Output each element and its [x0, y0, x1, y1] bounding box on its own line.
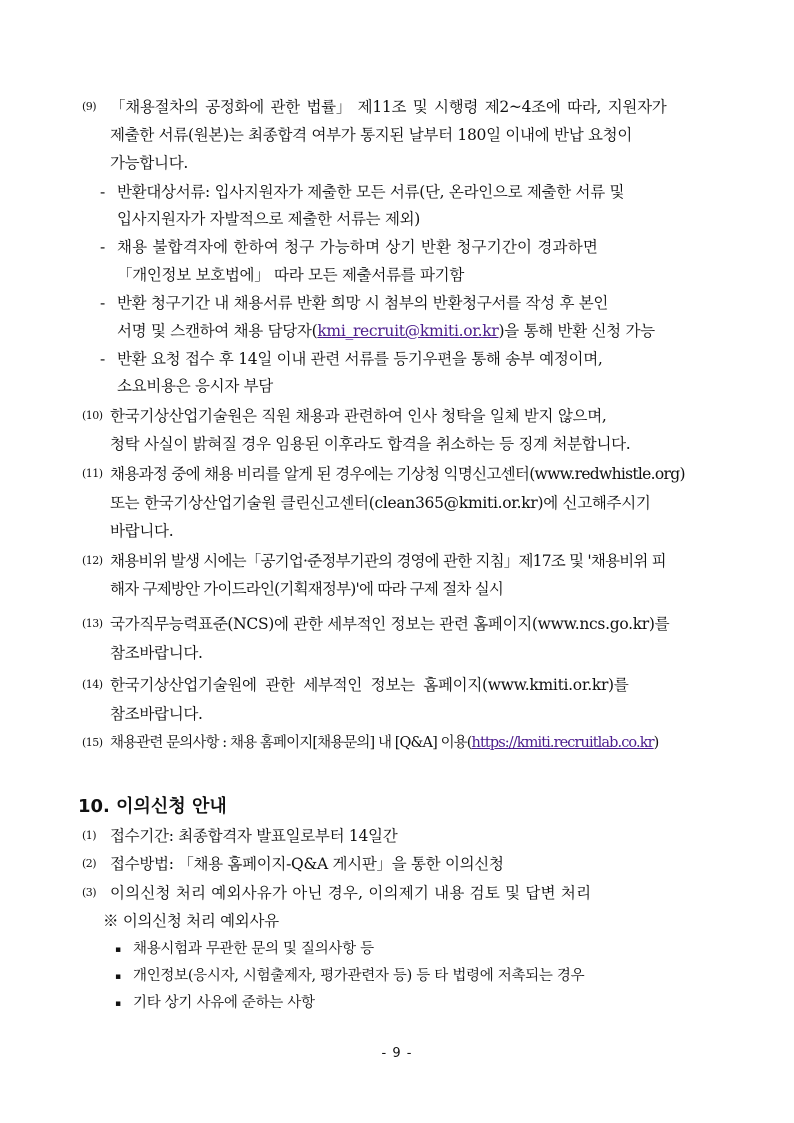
sub-text: 반환대상서류: 입사지원자가 제출한 모든 서류(단, 온라인으로 제출한 서류 및: [117, 183, 625, 201]
dash: -: [100, 350, 105, 368]
item-text: 참조바랍니다.: [110, 705, 203, 723]
item-text: 채용과정 중에 채용 비리를 알게 된 경우에는 기상청 익명신고센터(www.redwhistle.org): [110, 465, 685, 483]
item-text: 한국기상산업기술원에 관한 세부적인 정보는 홈페이지(www.kmiti.or.kr)를: [110, 676, 629, 694]
bullet-icon: ▪: [115, 972, 122, 982]
sub-text: 반환 청구기간 내 채용서류 반환 희망 시 첨부의 반환청구서를 작성 후 본인: [117, 294, 609, 312]
page-number: - 9 -: [381, 1046, 413, 1061]
dash: -: [100, 294, 105, 312]
item-number: (13): [82, 617, 103, 630]
sub-text: 「개인정보 보호법에」 따라 모든 제출서류를 파기함: [117, 266, 464, 284]
item-number: (15): [82, 736, 103, 749]
item-number: (14): [82, 678, 103, 691]
sub-text: 입사지원자가 자발적으로 제출한 서류는 제외): [117, 210, 421, 228]
section-heading: 10. 이의신청 안내: [78, 796, 227, 817]
item-text: 「채용절차의 공정화에 관한 법률」 제11조 및 시행령 제2~4조에 따라, 지원자가: [110, 98, 667, 116]
item-text: 또는 한국기상산업기술원 클린신고센터(clean365@kmiti.or.kr)에 신고해주시기: [110, 494, 651, 512]
bullet-icon: ▪: [115, 945, 122, 955]
bullet-text: 개인정보(응시자, 시험출제자, 평가관련자 등) 등 타 법령에 저촉되는 경우: [133, 968, 585, 984]
item-text: 접수기간: 최종합격자 발표일로부터 14일간: [110, 827, 398, 845]
item-text: 국가직무능력표준(NCS)에 관한 세부적인 정보는 관련 홈페이지(www.ncs.go.kr)를: [110, 615, 670, 633]
item-number: (11): [82, 467, 103, 480]
item-text: 이의신청 처리 예외사유가 아닌 경우, 이의제기 내용 검토 및 답변 처리: [110, 884, 592, 902]
sub-text: 채용 불합격자에 한하여 청구 가능하며 상기 반환 청구기간이 경과하면: [117, 238, 599, 256]
item-number: (9): [82, 100, 97, 113]
bullet-icon: ▪: [115, 999, 122, 1009]
bullet-text: 채용시험과 무관한 문의 및 질의사항 등: [133, 941, 374, 957]
item-text: 참조바랍니다.: [110, 644, 203, 662]
item-number: (3): [82, 886, 97, 899]
recruit-email-link[interactable]: kmi_recruit@kmiti.or.kr: [317, 322, 499, 340]
sub-text: 소요비용은 응시자 부담: [117, 377, 273, 395]
dash: -: [100, 183, 105, 201]
dash: -: [100, 238, 105, 256]
item-number: (1): [82, 829, 97, 842]
sub-text: 반환 요청 접수 후 14일 이내 관련 서류를 등기우편을 통해 송부 예정이며,: [117, 350, 603, 368]
item-text: 바랍니다.: [110, 522, 174, 540]
item-text: 제출한 서류(원본)는 최종합격 여부가 통지된 날부터 180일 이내에 반납 요청이: [110, 126, 633, 144]
item-number: (2): [82, 857, 97, 870]
item-number: (10): [82, 409, 103, 422]
bullet-text: 기타 상기 사유에 준하는 사항: [133, 995, 315, 1011]
exception-note: ※ 이의신청 처리 예외사유: [103, 912, 279, 930]
item-text: 채용비위 발생 시에는「공기업·준정부기관의 경영에 관한 지침」제17조 및 '채용비위 피: [110, 552, 666, 570]
item-text: 한국기상산업기술원은 직원 채용과 관련하여 인사 청탁을 일체 받지 않으며,: [110, 407, 607, 425]
item-text: 청탁 사실이 밝혀질 경우 임용된 이후라도 합격을 취소하는 등 징계 처분합니다.: [110, 435, 631, 453]
item-number: (12): [82, 554, 103, 567]
item-text-with-link: 채용관련 문의사항 : 채용 홈페이지[채용문의] 내 [Q&A] 이용(https://kmiti.recruitlab.co.kr): [110, 735, 659, 751]
recruit-homepage-link[interactable]: https://kmiti.recruitlab.co.kr: [471, 735, 654, 751]
item-text: 가능합니다.: [110, 154, 188, 172]
sub-text-with-email: 서명 및 스캔하여 채용 담당자(kmi_recruit@kmiti.or.kr)을 통해 반환 신청 가능: [117, 322, 655, 340]
item-text: 해자 구제방안 가이드라인(기획재정부)'에 따라 구제 절차 실시: [110, 580, 504, 598]
item-text: 접수방법: 「채용 홈페이지-Q&A 게시판」을 통한 이의신청: [110, 855, 504, 873]
